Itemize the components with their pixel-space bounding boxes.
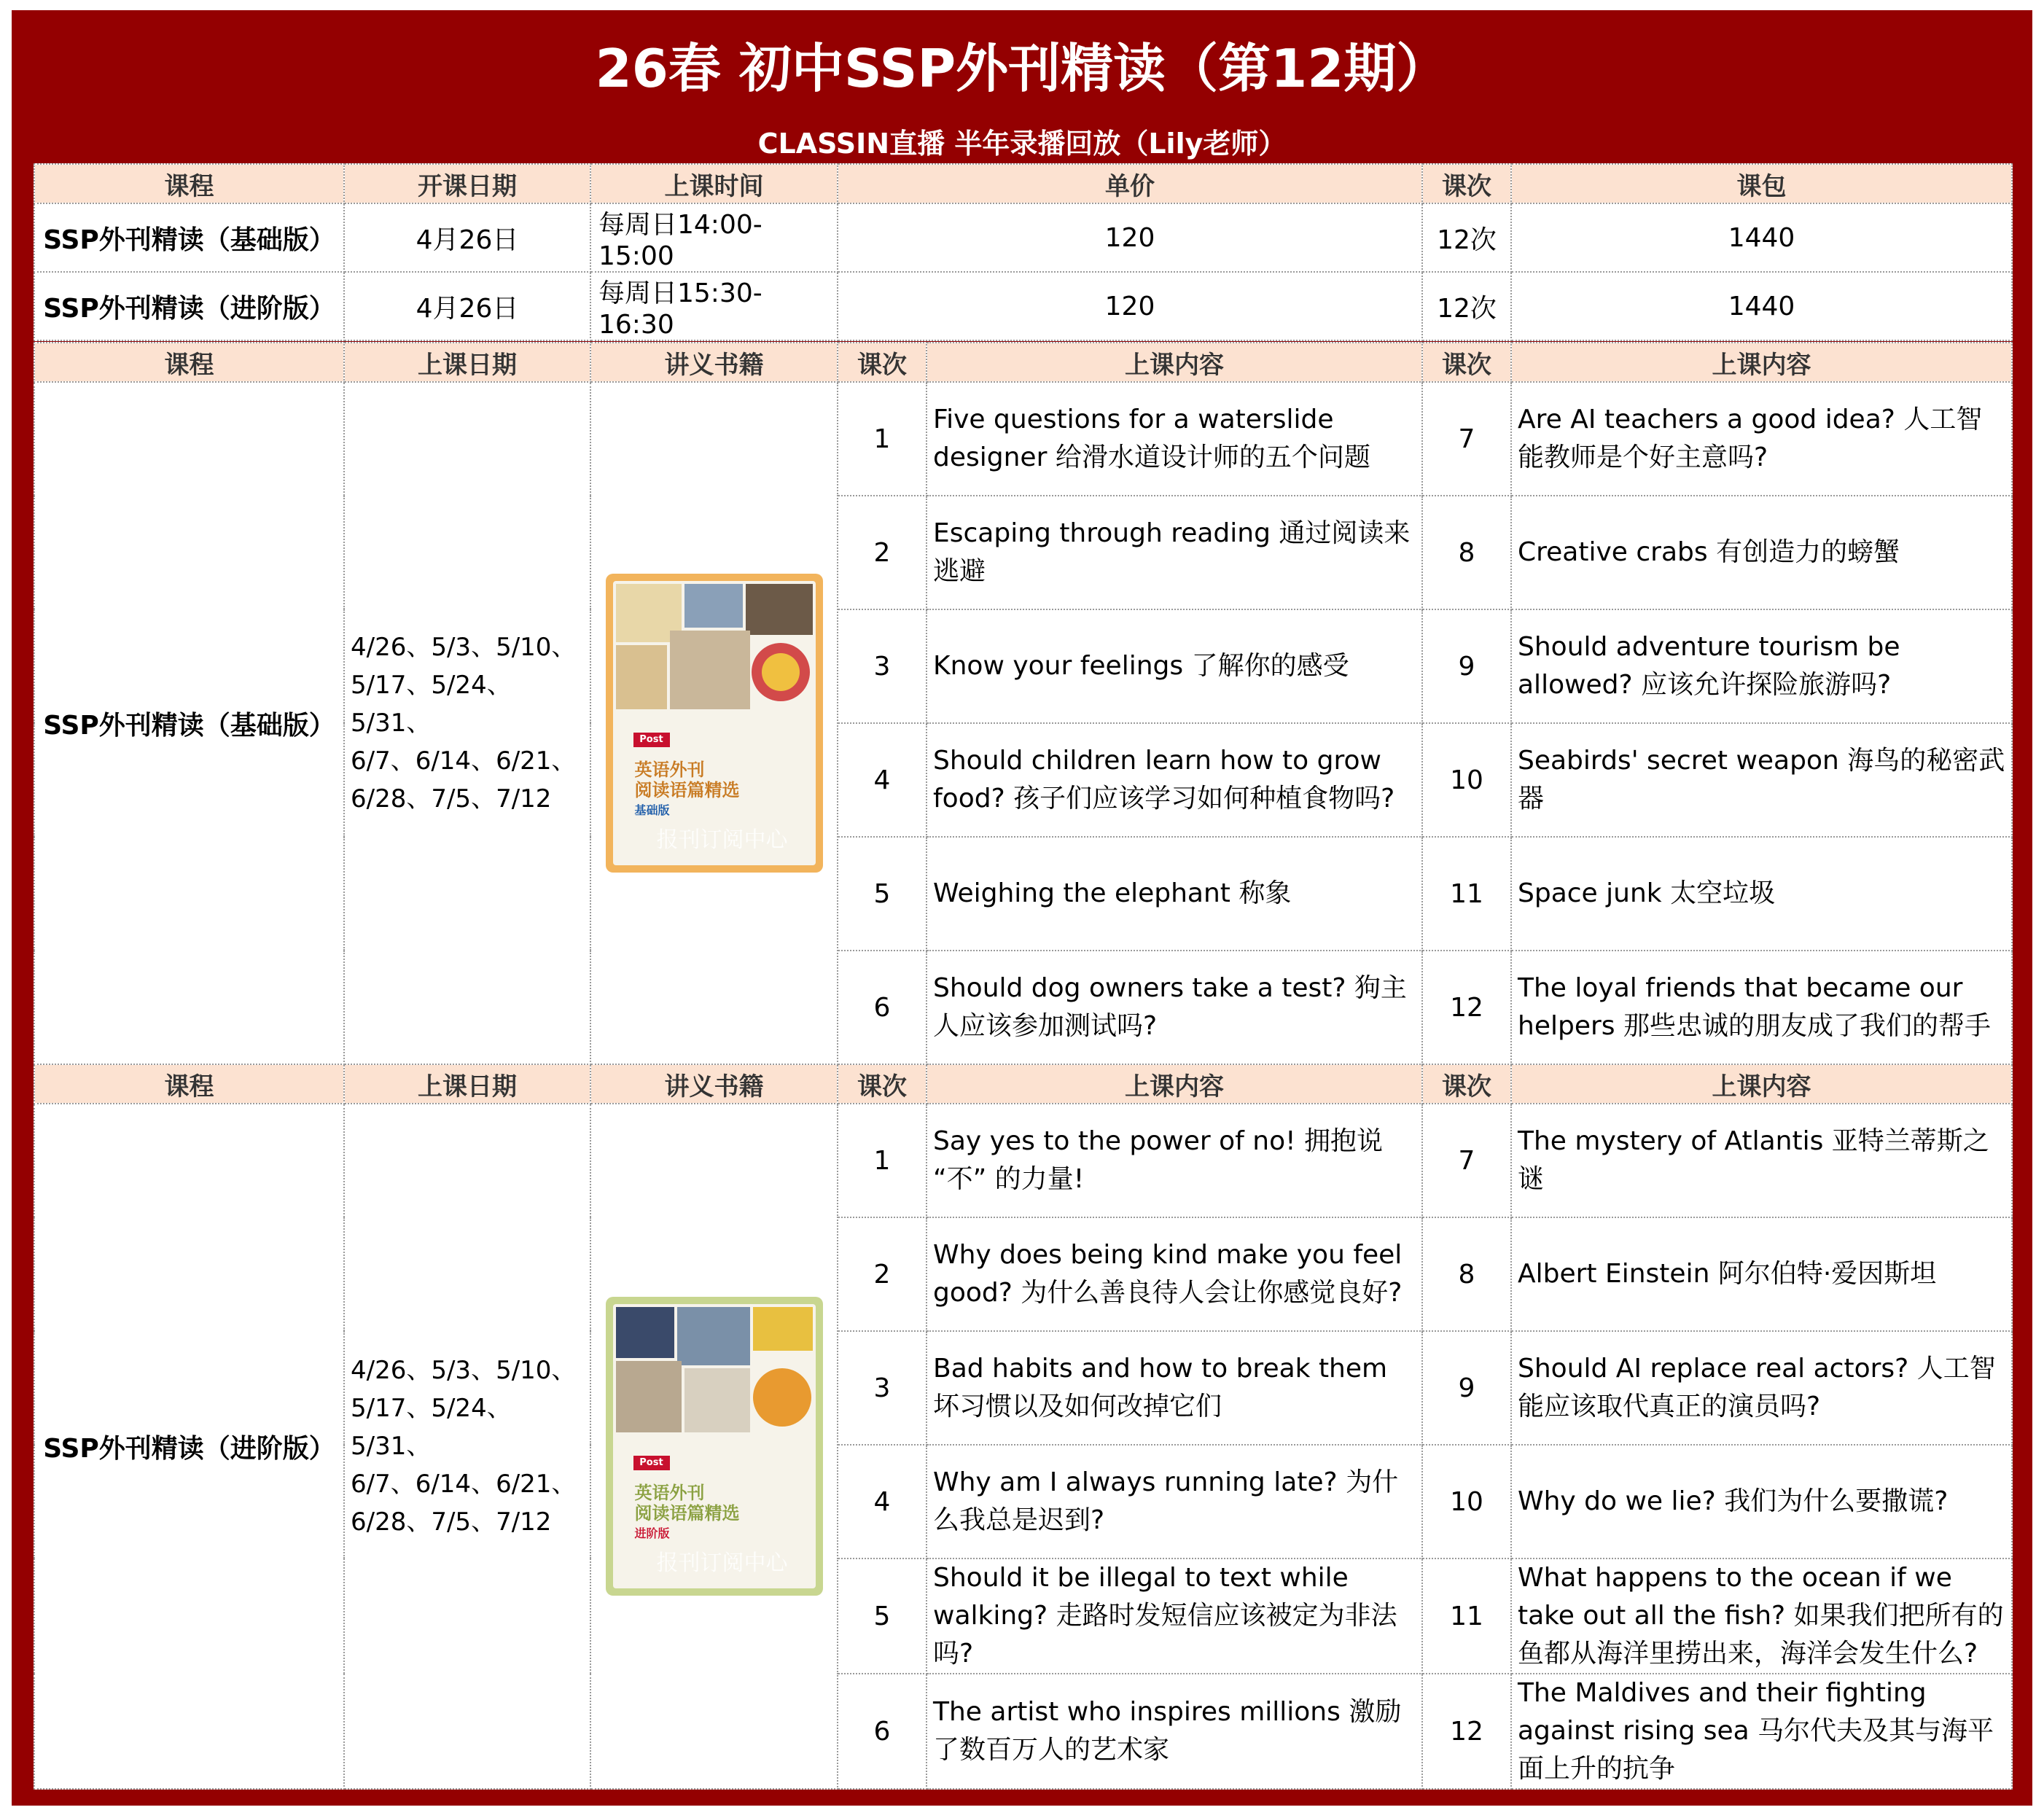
lesson-number: 10	[1422, 723, 1511, 837]
summary-header-cell: 课次	[1422, 164, 1511, 203]
schedule-header-cell: 上课内容	[1511, 343, 2012, 382]
date-line: 6/7、6/14、6/21、	[351, 1470, 577, 1499]
poster-frame	[12, 10, 2032, 1806]
lesson-number: 1	[838, 1104, 927, 1217]
page-title: 26春 初中SSP外刊精读（第12期）	[595, 38, 1449, 99]
lesson-number: 2	[838, 1217, 927, 1331]
package-price: 1440	[1511, 203, 2012, 272]
lesson-number: 1	[838, 382, 927, 496]
textbook-cell	[590, 1104, 838, 1789]
package-price: 1440	[1511, 272, 2012, 340]
summary-table	[34, 163, 2013, 341]
lesson-content: Seabirds' secret weapon 海鸟的秘密武器	[1511, 723, 2012, 837]
schedule-header-row	[34, 1064, 2012, 1104]
lesson-content: Five questions for a waterslide designer 给滑水道设计师的五个问题	[927, 382, 1422, 496]
date-line: 5/17、5/24、5/31、	[351, 1394, 512, 1461]
lesson-content: Creative crabs 有创造力的螃蟹	[1511, 496, 2012, 609]
textbook-cell	[590, 382, 838, 1064]
lesson-content: The artist who inspires millions 激励了数百万人的艺术家	[927, 1674, 1422, 1789]
watermark: 报刊订阅中心	[656, 827, 788, 853]
schedule-header-cell: 课程	[34, 1064, 344, 1104]
book-title-line: 英语外刊	[634, 1483, 705, 1503]
lesson-row	[34, 1104, 2012, 1217]
lesson-number: 6	[838, 1674, 927, 1789]
course-name: SSP外刊精读（基础版）	[34, 203, 344, 272]
lesson-number: 2	[838, 496, 927, 609]
lesson-number: 7	[1422, 382, 1511, 496]
summary-header-cell: 开课日期	[344, 164, 590, 203]
lesson-number: 9	[1422, 1331, 1511, 1445]
unit-price: 120	[838, 203, 1422, 272]
schedule-header-cell: 课次	[1422, 343, 1511, 382]
lesson-number: 4	[838, 723, 927, 837]
lesson-content: Say yes to the power of no! 拥抱说 “不” 的力量!	[927, 1104, 1422, 1217]
schedule-header-cell: 讲义书籍	[590, 343, 838, 382]
schedule-table	[34, 342, 2013, 1790]
textbook-cover-image	[606, 574, 823, 873]
summary-header-cell: 课程	[34, 164, 344, 203]
schedule-header-cell: 上课内容	[927, 1064, 1422, 1104]
summary-header-cell: 上课时间	[590, 164, 838, 203]
cover-collage-icon	[613, 1304, 816, 1435]
schedule-header-cell: 上课内容	[927, 343, 1422, 382]
lesson-number: 6	[838, 951, 927, 1064]
date-line: 6/28、7/5、7/12	[351, 784, 552, 814]
schedule-header-cell: 课次	[1422, 1064, 1511, 1104]
lesson-number: 3	[838, 609, 927, 723]
book-title-line: 阅读语篇精选	[634, 1503, 740, 1524]
schedule-header-cell: 上课日期	[344, 343, 590, 382]
date-line: 6/7、6/14、6/21、	[351, 746, 577, 776]
class-time: 每周日15:30-16:30	[590, 272, 838, 340]
course-name: SSP外刊精读（进阶版）	[34, 1104, 344, 1789]
start-date: 4月26日	[344, 203, 590, 272]
lesson-content: What happens to the ocean if we take out all the fish? 如果我们把所有的鱼都从海洋里捞出来，海洋会发生什么?	[1511, 1558, 2012, 1674]
lesson-content: Escaping through reading 通过阅读来逃避	[927, 496, 1422, 609]
book-title	[635, 760, 740, 821]
lesson-content: Know your feelings 了解你的感受	[927, 609, 1422, 723]
lesson-content: Albert Einstein 阿尔伯特·爱因斯坦	[1511, 1217, 2012, 1331]
lesson-number: 4	[838, 1445, 927, 1558]
course-name: SSP外刊精读（进阶版）	[34, 272, 344, 340]
schedule-header-cell: 课程	[34, 343, 344, 382]
lesson-content: Should dog owners take a test? 狗主人应该参加测试吗?	[927, 951, 1422, 1064]
lesson-content: Should adventure tourism be allowed? 应该允许探险旅游吗?	[1511, 609, 2012, 723]
lesson-content: Weighing the elephant 称象	[927, 837, 1422, 951]
date-line: 5/17、5/24、5/31、	[351, 671, 512, 738]
lesson-content: The loyal friends that became our helpers 那些忠诚的朋友成了我们的帮手	[1511, 951, 2012, 1064]
start-date: 4月26日	[344, 272, 590, 340]
lesson-content: Space junk 太空垃圾	[1511, 837, 2012, 951]
class-dates	[344, 1104, 590, 1789]
book-edition: 基础版	[634, 803, 670, 817]
lesson-number: 5	[838, 837, 927, 951]
lesson-number: 9	[1422, 609, 1511, 723]
date-line: 6/28、7/5、7/12	[351, 1507, 552, 1537]
lesson-number: 10	[1422, 1445, 1511, 1558]
date-line: 4/26、5/3、5/10、	[351, 1356, 577, 1385]
course-name: SSP外刊精读（基础版）	[34, 382, 344, 1064]
schedule-header-cell: 上课日期	[344, 1064, 590, 1104]
lesson-number: 7	[1422, 1104, 1511, 1217]
lesson-number: 12	[1422, 951, 1511, 1064]
brand-badge: Post	[633, 733, 670, 747]
date-line: 4/26、5/3、5/10、	[351, 633, 577, 662]
book-title-line: 阅读语篇精选	[634, 780, 740, 800]
lesson-content: The Maldives and their fighting against rising sea 马尔代夫及其与海平面上升的抗争	[1511, 1674, 2012, 1789]
table-row	[34, 203, 2012, 272]
unit-price: 120	[838, 272, 1422, 340]
schedule-header-cell: 课次	[838, 1064, 927, 1104]
book-edition: 进阶版	[634, 1526, 670, 1540]
schedule-header-cell: 讲义书籍	[590, 1064, 838, 1104]
summary-header-row	[34, 164, 2012, 203]
summary-header-cell: 单价	[838, 164, 1422, 203]
lesson-content: Why do we lie? 我们为什么要撒谎?	[1511, 1445, 2012, 1558]
lesson-number: 5	[838, 1558, 927, 1674]
schedule-header-cell: 课次	[838, 343, 927, 382]
class-dates	[344, 382, 590, 1064]
schedule-header-row	[34, 343, 2012, 382]
watermark: 报刊订阅中心	[656, 1550, 788, 1576]
class-time: 每周日14:00-15:00	[590, 203, 838, 272]
book-title	[635, 1483, 740, 1544]
lesson-number: 11	[1422, 1558, 1511, 1674]
lesson-content: Why am I always running late? 为什么我总是迟到?	[927, 1445, 1422, 1558]
lesson-content: The mystery of Atlantis 亚特兰蒂斯之谜	[1511, 1104, 2012, 1217]
table-row	[34, 272, 2012, 340]
lesson-content: Should AI replace real actors? 人工智能应该取代真正的演员吗?	[1511, 1331, 2012, 1445]
book-title-line: 英语外刊	[634, 760, 705, 780]
lesson-number: 8	[1422, 496, 1511, 609]
lesson-content: Should it be illegal to text while walking? 走路时发短信应该被定为非法吗?	[927, 1558, 1422, 1674]
summary-header-cell: 课包	[1511, 164, 2012, 203]
lesson-count: 12次	[1422, 272, 1511, 340]
lesson-number: 12	[1422, 1674, 1511, 1789]
lesson-count: 12次	[1422, 203, 1511, 272]
lesson-content: Why does being kind make you feel good? 为什么善良待人会让你感觉良好?	[927, 1217, 1422, 1331]
lesson-content: Should children learn how to grow food? 孩子们应该学习如何种植食物吗?	[927, 723, 1422, 837]
lesson-row	[34, 382, 2012, 496]
brand-badge: Post	[633, 1456, 670, 1470]
lesson-number: 11	[1422, 837, 1511, 951]
lesson-content: Bad habits and how to break them 坏习惯以及如何改掉它们	[927, 1331, 1422, 1445]
page-subtitle: CLASSIN直播 半年录播回放（Lily老师）	[757, 128, 1287, 160]
textbook-cover-image	[606, 1297, 823, 1596]
lesson-number: 8	[1422, 1217, 1511, 1331]
lesson-number: 3	[838, 1331, 927, 1445]
cover-collage-icon	[613, 581, 816, 712]
schedule-header-cell: 上课内容	[1511, 1064, 2012, 1104]
lesson-content: Are AI teachers a good idea? 人工智能教师是个好主意吗?	[1511, 382, 2012, 496]
